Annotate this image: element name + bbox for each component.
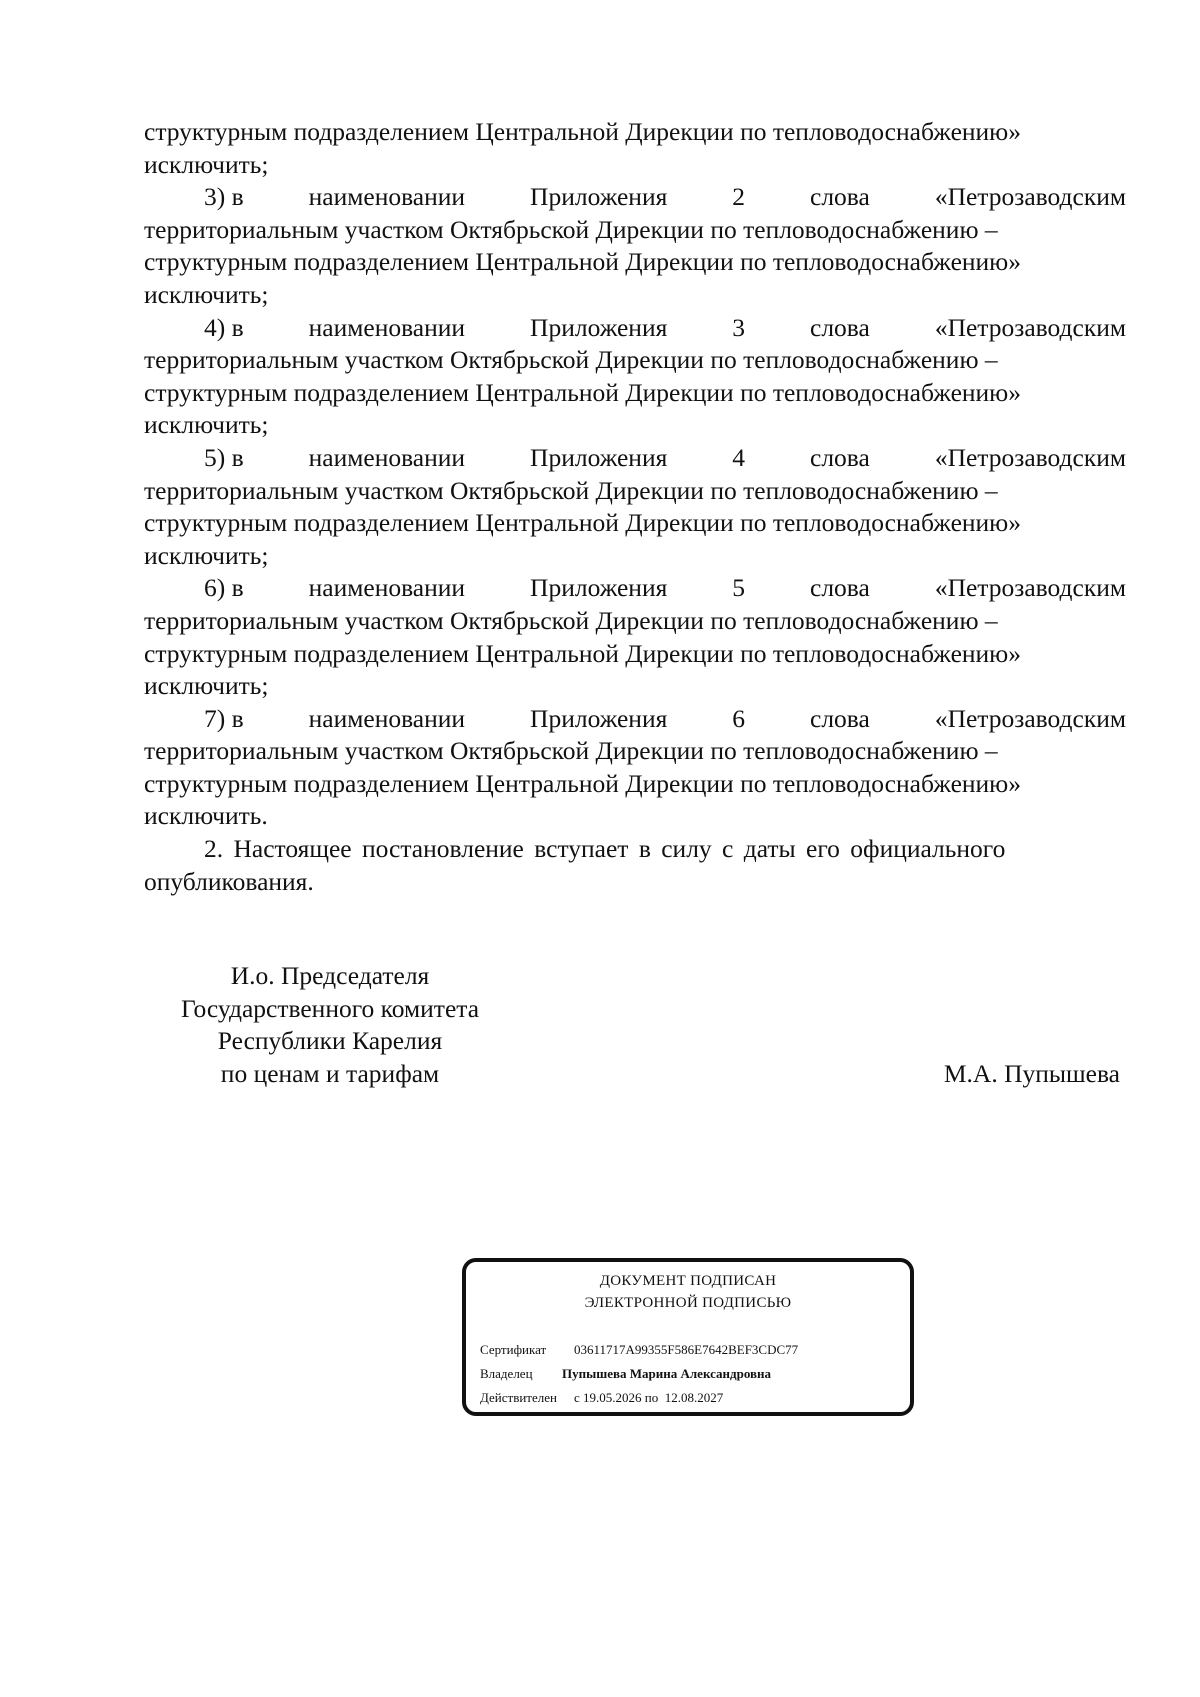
appendix-number: 6 xyxy=(732,703,746,733)
stamp-details xyxy=(480,1338,798,1410)
owner-value: Пупышева Марина Александровна xyxy=(562,1366,772,1381)
item-number: 6) в xyxy=(204,573,244,603)
body-line: исключить; xyxy=(144,410,269,440)
body-line: исключить; xyxy=(144,279,269,309)
valid-to: 12.08.2027 xyxy=(664,1390,724,1405)
body-line: исключить; xyxy=(144,671,269,701)
signatory-title-line: Государственного комитета xyxy=(180,993,480,1023)
body-line: территориальным участком Октябрьской Дирекции по тепловодоснабжению – xyxy=(144,736,998,766)
signatory-title-line: по ценам и тарифам xyxy=(220,1058,440,1088)
appendix-number: 4 xyxy=(732,442,746,472)
body-line: территориальным участком Октябрьской Дирекции по тепловодоснабжению – xyxy=(144,214,998,244)
body-line: территориальным участком Октябрьской Дирекции по тепловодоснабжению – xyxy=(144,605,998,635)
final-clause-line: опубликования. xyxy=(144,866,314,896)
item-heading-line: 3) в наименовании Приложения 2 слова «Петрозаводским xyxy=(144,181,1126,214)
item-heading-line: 5) в наименовании Приложения 4 слова «Петрозаводским xyxy=(144,442,1126,475)
body-line: структурным подразделением Центральной Дирекции по тепловодоснабжению» xyxy=(144,117,1021,146)
certificate-label: Сертификат xyxy=(480,1342,547,1357)
item-heading-line: 4) в наименовании Приложения 3 слова «Петрозаводским xyxy=(144,312,1126,345)
signatory-title xyxy=(150,960,510,1090)
resolution-body xyxy=(144,116,1126,898)
body-line: исключить; xyxy=(144,149,269,179)
body-line: структурным подразделением Центральной Дирекции по тепловодоснабжению» xyxy=(144,768,1021,798)
item-number: 5) в xyxy=(204,442,244,472)
body-line: территориальным участком Октябрьской Дирекции по тепловодоснабжению – xyxy=(144,475,998,505)
signatory-name: М.А. Пупышева xyxy=(943,1059,1120,1088)
item-heading-line: 6) в наименовании Приложения 5 слова «Петрозаводским xyxy=(144,572,1126,605)
valid-to-prefix: по xyxy=(644,1390,659,1405)
appendix-number: 2 xyxy=(732,182,746,212)
appendix-number: 5 xyxy=(732,573,746,603)
item-number: 3) в xyxy=(204,182,244,212)
validity-row xyxy=(480,1386,798,1410)
certificate-value: 03611717A99355F586E7642BEF3CDC77 xyxy=(574,1342,799,1357)
owner-row xyxy=(480,1362,798,1386)
item-number: 4) в xyxy=(204,312,244,342)
owner-label: Владелец xyxy=(480,1366,533,1381)
signatory-title-line: Республики Карелия xyxy=(217,1026,443,1056)
valid-from: 19.05.2026 xyxy=(583,1390,642,1405)
body-line: структурным подразделением Центральной Дирекции по тепловодоснабжению» xyxy=(144,638,1021,668)
body-line: структурным подразделением Центральной Дирекции по тепловодоснабжению» xyxy=(144,377,1021,407)
final-clause-line: 2. Настоящее постановление вступает в силу с даты его официального xyxy=(204,834,1006,864)
item-number: 7) в xyxy=(204,703,244,733)
certificate-row xyxy=(480,1338,798,1362)
item-heading-line: 7) в наименовании Приложения 6 слова «Петрозаводским xyxy=(144,703,1126,736)
valid-from-prefix: с xyxy=(574,1390,580,1405)
signatory-title-line: И.о. Председателя xyxy=(230,961,430,990)
stamp-heading: ДОКУМЕНТ ПОДПИСАН ЭЛЕКТРОННОЙ ПОДПИСЬЮ xyxy=(584,1273,792,1311)
appendix-number: 3 xyxy=(732,312,746,342)
validity-label: Действителен xyxy=(480,1390,557,1405)
body-line: исключить. xyxy=(144,801,268,831)
body-line: исключить; xyxy=(144,540,269,570)
body-line: территориальным участком Октябрьской Дирекции по тепловодоснабжению – xyxy=(144,345,998,375)
body-line: структурным подразделением Центральной Дирекции по тепловодоснабжению» xyxy=(144,247,1021,277)
body-line: структурным подразделением Центральной Дирекции по тепловодоснабжению» xyxy=(144,508,1021,538)
electronic-signature-stamp xyxy=(462,1258,914,1416)
